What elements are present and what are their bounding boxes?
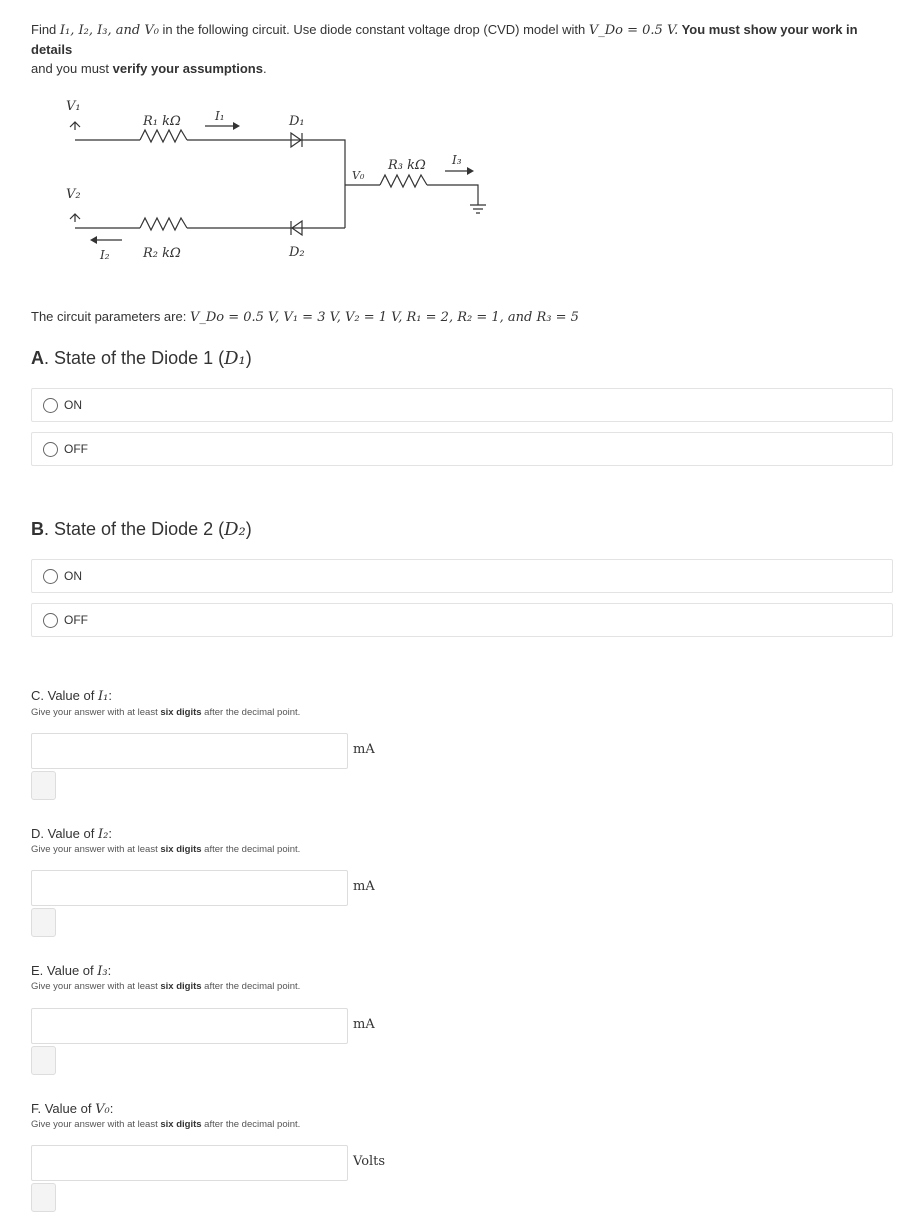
radio-icon[interactable]: [43, 442, 58, 457]
question-d-text: D. Value of: [31, 826, 98, 841]
radio-icon[interactable]: [43, 569, 58, 584]
intro-bold-1: You must show your work in details: [31, 22, 858, 57]
hint-pre: Give your answer with at least: [31, 1119, 161, 1130]
question-a-title: [31, 348, 252, 369]
option-label: ON: [64, 398, 82, 412]
question-a-letter: A: [31, 348, 44, 368]
question-e-symbol: I₃: [97, 964, 108, 979]
question-e-title: [31, 963, 111, 979]
question-a-text: . State of the Diode 1 (: [44, 348, 225, 368]
question-f-text: F. Value of: [31, 1101, 96, 1116]
hint-bold: six digits: [160, 981, 202, 992]
hint-post: after the decimal point.: [201, 707, 301, 718]
question-f-symbol: V₀: [95, 1102, 110, 1117]
option-label: OFF: [64, 442, 88, 456]
hint-post: after the decimal point.: [201, 1119, 301, 1130]
v1-label: V₁: [66, 99, 81, 114]
check-button-i3[interactable]: [31, 1046, 56, 1075]
r3-resistor: [380, 175, 427, 187]
r1-resistor: [140, 130, 187, 142]
params-values: V_Do = 0.5 V, V₁ = 3 V, V₂ = 1 V, R₁ = 2, R₂ = 1, and R₃ = 5: [189, 310, 579, 325]
check-button-vo[interactable]: [31, 1183, 56, 1212]
hint-post: after the decimal point.: [201, 844, 301, 855]
r1-label: R₁ kΩ: [143, 114, 181, 129]
question-c-symbol: I₁: [97, 689, 109, 704]
unit-label-vo: Volts: [353, 1154, 386, 1169]
circuit-parameters: [31, 309, 579, 325]
answer-input-i3[interactable]: [31, 1008, 348, 1044]
answer-input-i2[interactable]: [31, 870, 348, 906]
hint-bold: six digits: [160, 844, 202, 855]
colon: :: [107, 963, 112, 978]
i2-label: I₂: [100, 248, 110, 262]
question-a-option-off[interactable]: [31, 432, 893, 466]
option-label: ON: [64, 569, 82, 583]
radio-icon[interactable]: [43, 613, 58, 628]
question-d-title: [31, 826, 112, 842]
unit-label-i1: mA: [353, 742, 375, 757]
question-d-hint: [31, 844, 300, 855]
intro-text-4: .: [262, 61, 267, 76]
d2-label: D₂: [289, 245, 305, 260]
check-button-i1[interactable]: [31, 771, 56, 800]
r2-resistor: [140, 218, 187, 230]
question-b-symbol: D₂: [224, 519, 246, 540]
answer-input-i1[interactable]: [31, 733, 348, 769]
question-f-hint: [31, 1119, 300, 1130]
v2-terminal: [70, 214, 80, 222]
hint-post: after the decimal point.: [201, 981, 301, 992]
question-b-option-off[interactable]: [31, 603, 893, 637]
intro-vdo: V_Do = 0.5 V.: [588, 23, 679, 38]
question-e-text: E. Value of: [31, 963, 98, 978]
question-a-symbol: D₁: [224, 348, 246, 369]
intro-text-2: in the following circuit. Use diode constant voltage drop (CVD) model with: [158, 22, 589, 37]
question-f-title: [31, 1101, 113, 1117]
question-b-title: [31, 519, 252, 540]
i3-label: I₃: [452, 153, 462, 167]
question-c-hint: [31, 707, 300, 718]
unit-label-i3: mA: [353, 1017, 375, 1032]
v2-label: V₂: [66, 187, 81, 202]
intro-vars: I₁, I₂, I₃, and V₀: [59, 23, 159, 38]
d1-label: D₁: [289, 114, 305, 129]
question-b-text: . State of the Diode 2 (: [44, 519, 225, 539]
vo-label: V₀: [352, 169, 365, 182]
question-a-close: ): [245, 348, 252, 368]
unit-label-i2: mA: [353, 879, 375, 894]
question-e-hint: [31, 981, 300, 992]
wire-right: [305, 140, 345, 228]
hint-bold: six digits: [160, 1119, 202, 1130]
hint-pre: Give your answer with at least: [31, 844, 161, 855]
hint-pre: Give your answer with at least: [31, 707, 161, 718]
colon: :: [108, 826, 112, 841]
circuit-diagram: [0, 0, 920, 300]
question-b-letter: B: [31, 519, 44, 539]
intro-bold-2: verify your assumptions: [112, 61, 263, 76]
intro-text-3: and you must: [31, 61, 113, 76]
colon: :: [109, 1101, 114, 1116]
question-b-close: ): [245, 519, 252, 539]
answer-input-vo[interactable]: [31, 1145, 348, 1181]
check-button-i2[interactable]: [31, 908, 56, 937]
question-a-option-on[interactable]: [31, 388, 893, 422]
intro-text-1: Find: [31, 22, 60, 37]
question-b-option-on[interactable]: [31, 559, 893, 593]
option-label: OFF: [64, 613, 88, 627]
question-c-title: [31, 688, 112, 704]
hint-pre: Give your answer with at least: [31, 981, 161, 992]
question-d-symbol: I₂: [97, 827, 109, 842]
i1-label: I₁: [215, 109, 225, 123]
question-c-text: C. Value of: [31, 688, 98, 703]
hint-bold: six digits: [160, 707, 202, 718]
params-label: The circuit parameters are:: [31, 309, 190, 324]
radio-icon[interactable]: [43, 398, 58, 413]
ground-symbol: [470, 205, 486, 213]
r2-label: R₂ kΩ: [143, 246, 181, 261]
r3-label: R₃ kΩ: [388, 158, 426, 173]
colon: :: [108, 688, 112, 703]
v1-terminal: [70, 122, 80, 130]
